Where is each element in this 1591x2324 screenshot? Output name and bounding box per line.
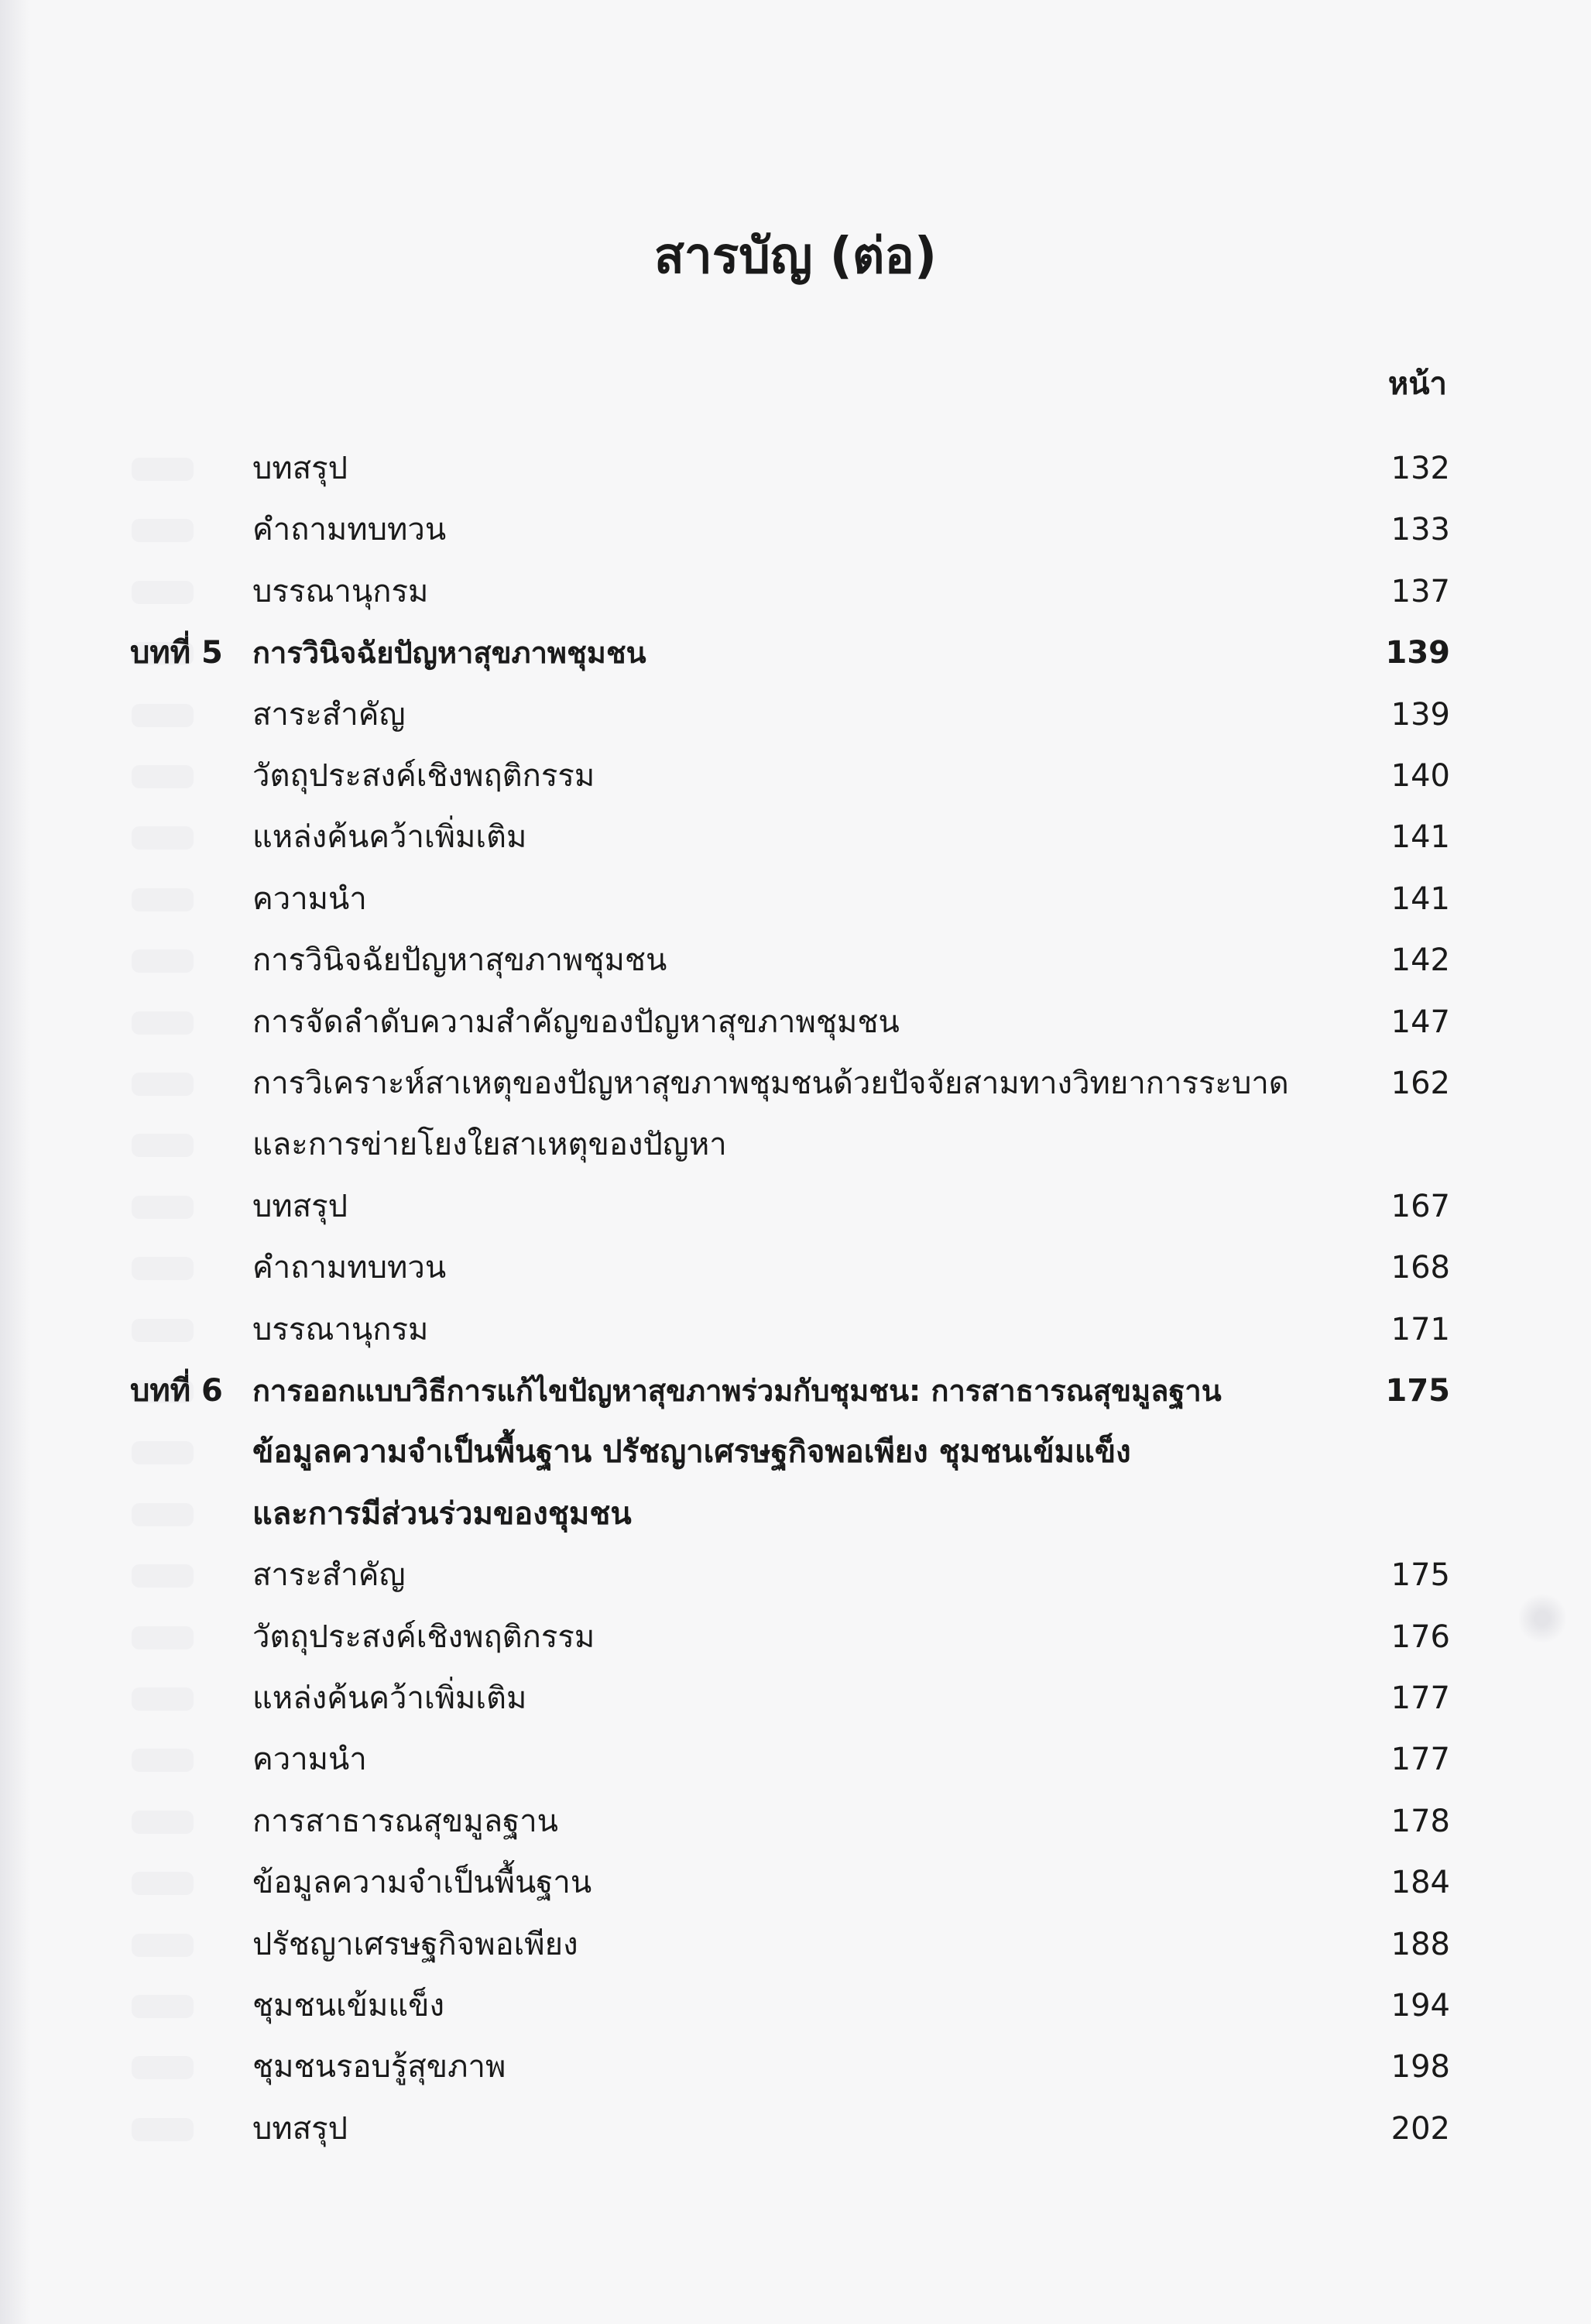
page-number: 175 — [1390, 1557, 1450, 1594]
entry-title: แหล่งค้นคว้าเพิ่มเติม — [252, 819, 527, 856]
toc-entry-row — [0, 1852, 1591, 1914]
entry-title: บรรณานุกรม — [252, 573, 429, 609]
page-number: 139 — [1385, 635, 1450, 671]
page-number: 167 — [1390, 1188, 1450, 1224]
entry-title: บทสรุป — [252, 1188, 348, 1224]
toc-chapter-row — [0, 1360, 1591, 1422]
toc-entry-row — [0, 1728, 1591, 1790]
entry-title: ชุมชนเข้มแข็ง — [252, 1988, 445, 2024]
page-column-header: หน้า — [1387, 366, 1447, 402]
entry-title: การจัดลำดับความสำคัญของปัญหาสุขภาพชุมชน — [252, 1004, 900, 1040]
page-number: 198 — [1390, 2049, 1450, 2085]
page-number: 132 — [1390, 451, 1450, 486]
entry-title: และการมีส่วนร่วมของชุมชน — [252, 1495, 632, 1532]
page-number: 194 — [1390, 1988, 1450, 2024]
entry-title: ข้อมูลความจำเป็นพื้นฐาน — [252, 1865, 592, 1901]
toc-entry-row — [0, 1606, 1591, 1668]
entry-title: คำถามทบทวน — [252, 512, 447, 548]
toc-entry-row — [0, 1237, 1591, 1299]
toc-entry-row — [0, 684, 1591, 746]
page-number: 177 — [1390, 1680, 1450, 1716]
page-number: 184 — [1390, 1865, 1450, 1901]
toc-entry-row — [0, 929, 1591, 991]
toc-entry-row — [0, 868, 1591, 930]
page-number: 171 — [1390, 1311, 1450, 1347]
entry-title: การวินิจฉัยปัญหาสุขภาพชุมชน — [252, 942, 667, 979]
toc-entry-row — [0, 561, 1591, 623]
toc-entry-row — [0, 1975, 1591, 2037]
page-number: 176 — [1390, 1619, 1450, 1655]
entry-title: วัตถุประสงค์เชิงพฤติกรรม — [252, 1619, 595, 1655]
page-title: สารบัญ (ต่อ) — [653, 228, 938, 285]
page-number: 133 — [1390, 512, 1450, 548]
page-number: 139 — [1390, 696, 1450, 733]
page-number: 142 — [1390, 942, 1450, 979]
entry-title: ปรัชญาเศรษฐกิจพอเพียง — [252, 1926, 578, 1962]
toc-entry-row — [0, 1667, 1591, 1729]
toc-entry-row — [0, 1114, 1591, 1176]
page-number: 202 — [1390, 2110, 1450, 2147]
entry-title: แหล่งค้นคว้าเพิ่มเติม — [252, 1680, 527, 1716]
toc-entry-row — [0, 806, 1591, 868]
page-number: 188 — [1390, 1926, 1450, 1962]
entry-title: ข้อมูลความจำเป็นพื้นฐาน ปรัชญาเศรษฐกิจพอเพียง ชุมชนเข้มแข็ง — [252, 1434, 1131, 1471]
page-number: 162 — [1390, 1066, 1450, 1101]
toc-entry-row — [0, 745, 1591, 807]
page-number: 178 — [1390, 1803, 1450, 1839]
entry-title: ชุมชนรอบรู้สุขภาพ — [252, 2049, 506, 2085]
toc-entry-row — [0, 1176, 1591, 1238]
toc-entry-row — [0, 1483, 1591, 1545]
page-number: 141 — [1390, 881, 1450, 917]
chapter-number: บทที่ 6 — [130, 1373, 223, 1409]
entry-title: บทสรุป — [252, 451, 348, 486]
entry-title: คำถามทบทวน — [252, 1250, 447, 1286]
page-number: 177 — [1390, 1742, 1450, 1778]
toc-entry-row — [0, 1914, 1591, 1976]
page-number: 175 — [1385, 1373, 1450, 1409]
page-number: 137 — [1390, 573, 1450, 609]
entry-title: วัตถุประสงค์เชิงพฤติกรรม — [252, 758, 595, 794]
chapter-number: บทที่ 5 — [130, 635, 223, 671]
entry-title: สาระสำคัญ — [252, 696, 406, 733]
entry-title: การสาธารณสุขมูลฐาน — [252, 1803, 559, 1839]
toc-entry-row — [0, 1790, 1591, 1852]
toc-entry-row — [0, 1544, 1591, 1606]
toc-entry-row — [0, 1421, 1591, 1483]
toc-entry-row — [0, 991, 1591, 1053]
page-number: 147 — [1390, 1004, 1450, 1040]
page-number: 141 — [1390, 819, 1450, 856]
page-number: 140 — [1390, 758, 1450, 794]
toc-entry-row — [0, 2098, 1591, 2160]
entry-title: การวิเคราะห์สาเหตุของปัญหาสุขภาพชุมชนด้วยปัจจัยสามทางวิทยาการระบาด — [252, 1066, 1289, 1101]
entry-title: และการข่ายโยงใยสาเหตุของปัญหา — [252, 1127, 727, 1163]
entry-title: ความนำ — [252, 881, 367, 917]
page-number: 168 — [1390, 1250, 1450, 1286]
toc-entry-row — [0, 438, 1591, 499]
toc-entry-row — [0, 1299, 1591, 1361]
toc-entry-row — [0, 1052, 1591, 1114]
toc-entry-row — [0, 2036, 1591, 2098]
toc-entry-row — [0, 499, 1591, 561]
entry-title: สาระสำคัญ — [252, 1557, 406, 1594]
entry-title: ความนำ — [252, 1742, 367, 1778]
entry-title: การวินิจฉัยปัญหาสุขภาพชุมชน — [252, 636, 646, 671]
entry-title: บรรณานุกรม — [252, 1311, 429, 1347]
entry-title: บทสรุป — [252, 2110, 348, 2147]
entry-title: การออกแบบวิธีการแก้ไขปัญหาสุขภาพร่วมกับชุมชน: การสาธารณสุขมูลฐาน — [252, 1374, 1222, 1408]
toc-chapter-row — [0, 622, 1591, 684]
